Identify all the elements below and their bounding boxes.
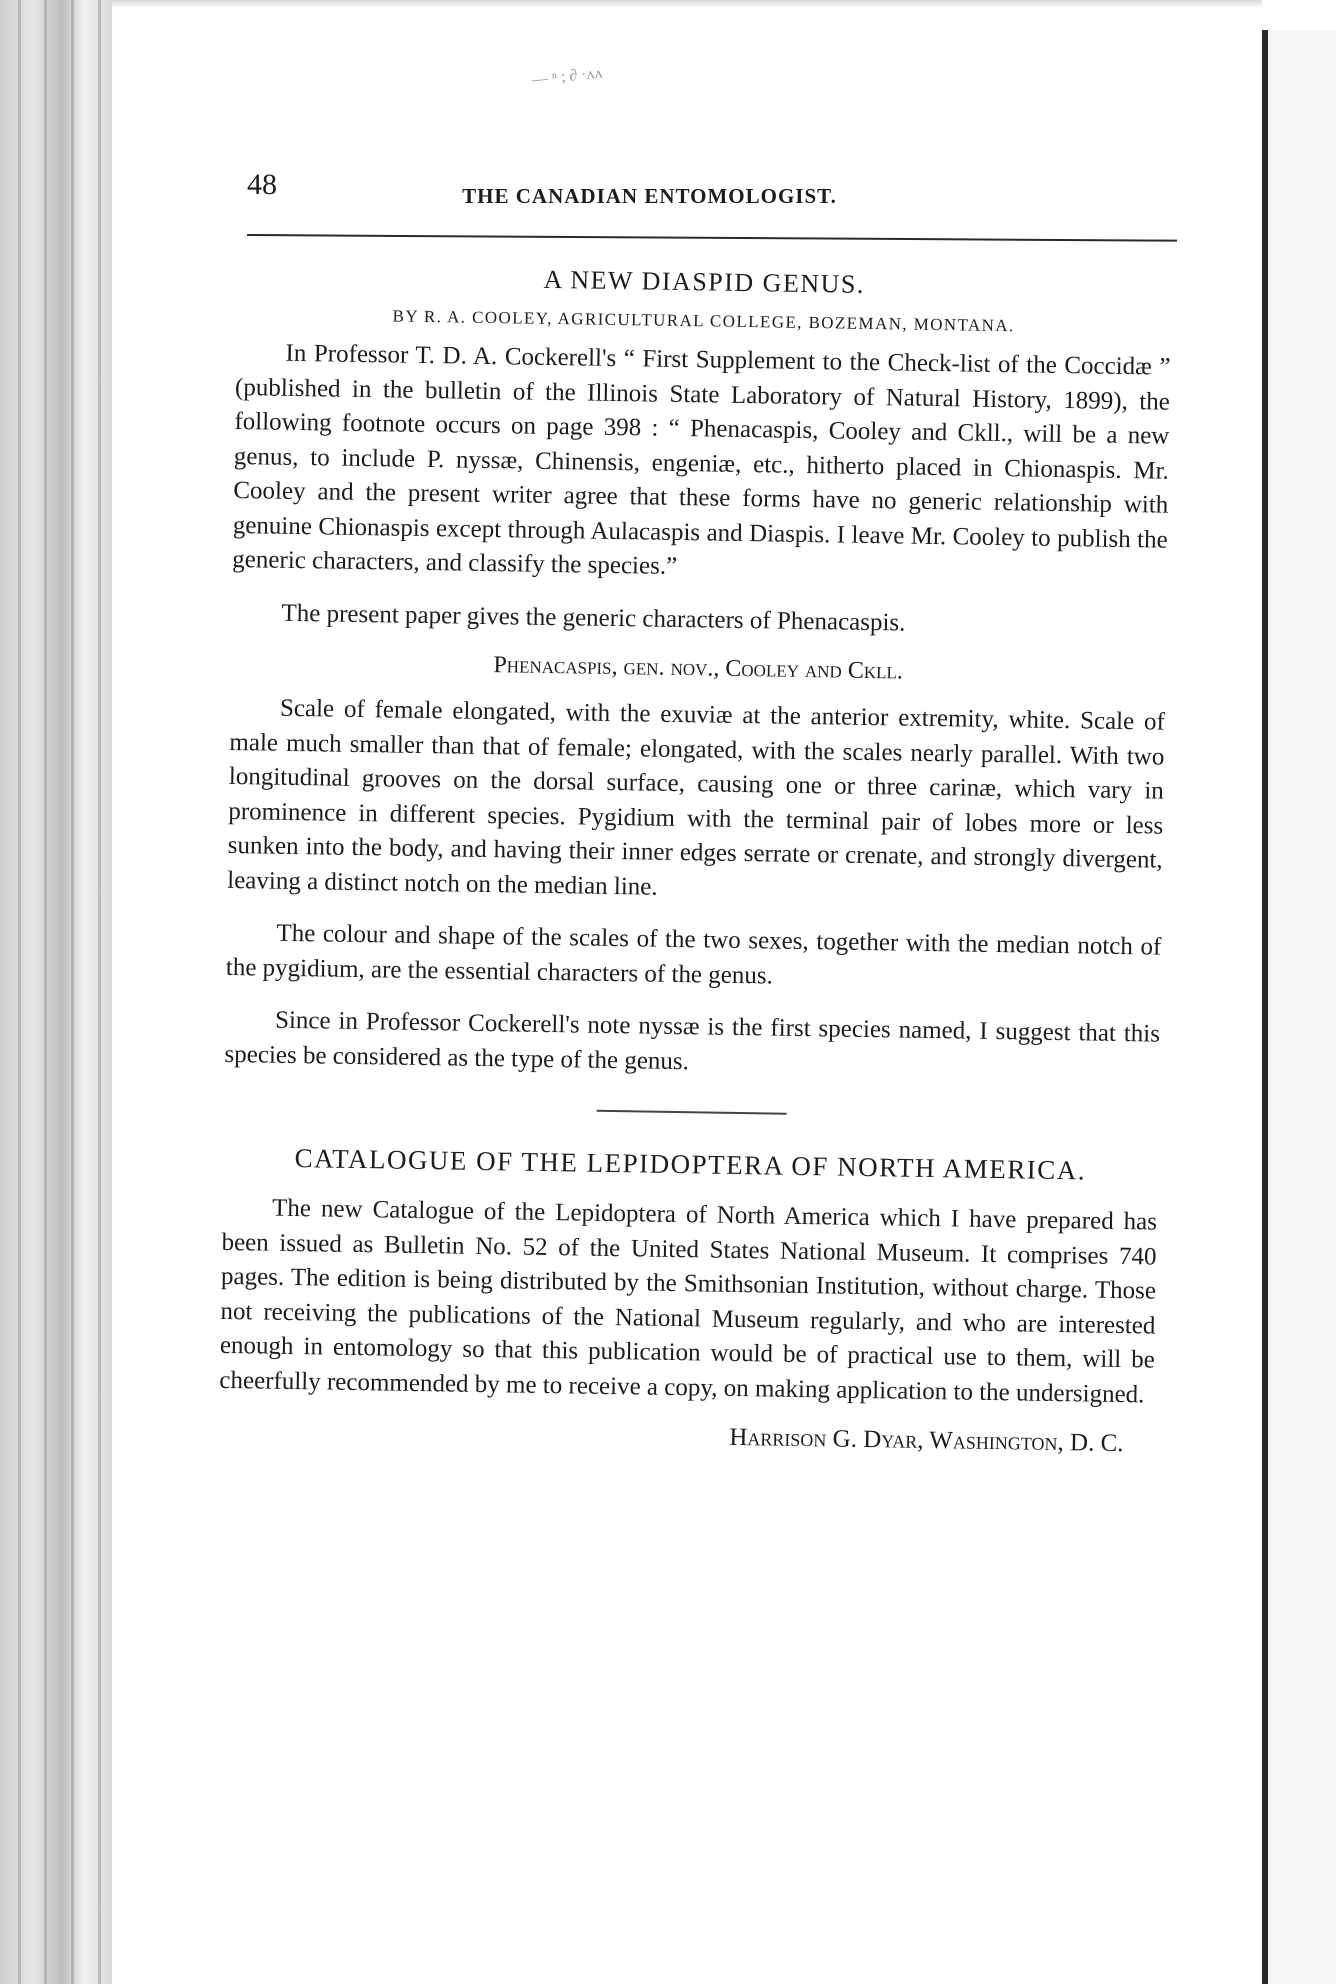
article-paragraph: Scale of female elongated, with the exuviæ at the anterior extremity, white. Scale of male much smaller than that of female; elongated, with the scales nearly parallel. With two longitudinal grooves on the dorsal surface, causing one or three carinæ, which vary in prominence in different species. Pygidium with the terminal pair of lobes more or less sunken into the body, and having their inner edges serrate or crenate, and strongly divergent, leaving a distinct notch on the median line.: [227, 694, 1166, 901]
article-paragraph: Since in Professor Cockerell's note nyssæ is the first species named, I suggest that this species be considered as the type of the genus.: [224, 1006, 1161, 1075]
page-content: [218, 260, 1171, 1459]
article-title: A NEW DIASPID GENUS.: [543, 264, 866, 299]
binding-stripe: [98, 0, 101, 1984]
signature: Harrison G. Dyar, Washington, D. C.: [729, 1423, 1124, 1458]
binding-stripe: [44, 0, 47, 1984]
page-number: 48: [247, 168, 277, 201]
article-paragraph: The colour and shape of the scales of the two sexes, together with the median notch of the pygidium, are the essential characters of the genus.: [225, 919, 1162, 990]
page-right-edge: [1262, 30, 1336, 1984]
binding-stripe: [18, 0, 21, 1984]
page-top-shadow: [112, 0, 1262, 8]
scanned-page: [112, 8, 1262, 1984]
section-divider: [596, 1110, 786, 1115]
book-binding-edge: [0, 0, 112, 1984]
article-paragraph: The present paper gives the generic characters of Phenacaspis.: [281, 599, 906, 637]
running-head: THE CANADIAN ENTOMOLOGIST.: [462, 184, 837, 208]
faint-pencil-marks: — ⁿ ; ∂ ·ʌʌ: [531, 64, 604, 89]
page-header: [247, 168, 1052, 228]
header-rule: [247, 234, 1177, 242]
catalogue-paragraph: The new Catalogue of the Lepidoptera of North America which I have prepared has been issued as Bulletin No. 52 of the United States National Museum. It comprises 740 pages. The edition is being distributed by the Smithsonian Institution, without charge. Those not receiving the publications of the National Museum regularly, and who are interested enough in entomology so that this publication would be of practical use to them, will be cheerfully recommended by me to receive a copy, on making application to the undersigned.: [219, 1194, 1158, 1408]
genus-heading: Phenacaspis, gen. nov., Cooley and Ckll.: [493, 652, 904, 685]
binding-stripe: [71, 0, 74, 1984]
article-byline: BY R. A. COOLEY, AGRICULTURAL COLLEGE, BOZEMAN, MONTANA.: [392, 306, 1015, 336]
article-paragraph: In Professor T. D. A. Cockerell's “ First Supplement to the Check-list of the Coccidæ ” (published in the bulletin of the Illinois State Laboratory of Natural History, 1899), the following footnote occurs on page 398 : “ Phenacaspis, Cooley and Ckll., will be a new genus, to include P. nyssæ, Chinensis, engeniæ, etc., hitherto placed in Chionaspis. Mr. Cooley and the present writer agree that these forms have no generic relationship with genuine Chionaspis except through Aulacaspis and Diaspis. I leave Mr. Cooley to publish the generic characters, and classify the species.”: [232, 339, 1171, 580]
catalogue-title: CATALOGUE OF THE LEPIDOPTERA OF NORTH AMERICA.: [294, 1143, 1087, 1186]
